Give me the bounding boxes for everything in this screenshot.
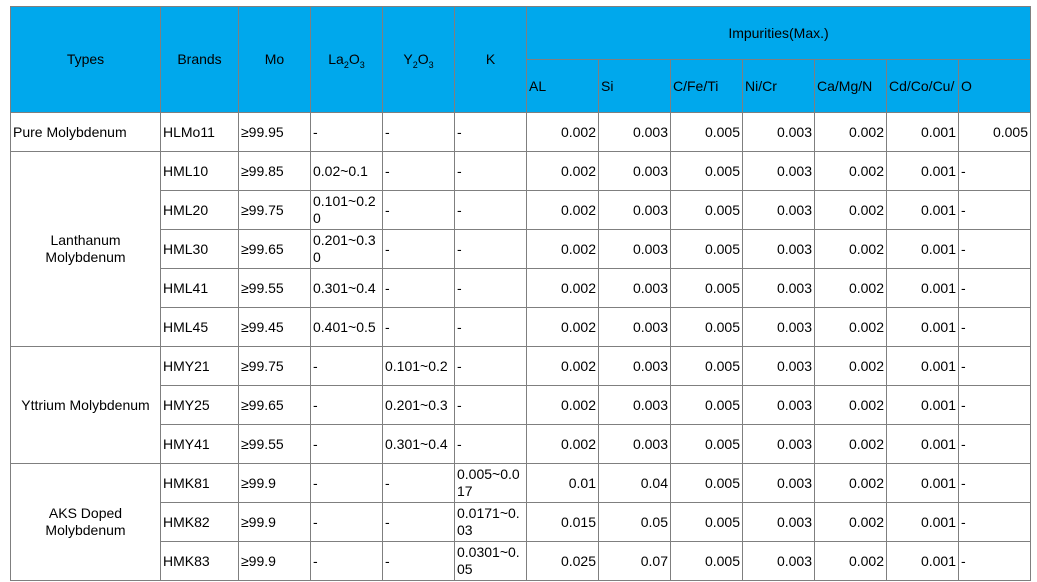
impurity-cell: 0.003 (599, 113, 671, 152)
la2o3-cell: - (311, 347, 383, 386)
brand-cell: HML10 (161, 152, 239, 191)
impurity-cell: 0.005 (671, 347, 743, 386)
k-cell: - (455, 425, 527, 464)
impurity-cell: 0.002 (527, 230, 599, 269)
y2o3-cell: 0.301~0.4 (383, 425, 455, 464)
k-cell: - (455, 152, 527, 191)
impurity-cell: - (959, 347, 1031, 386)
k-cell: 0.0171~0.03 (455, 503, 527, 542)
table-row (11, 542, 1031, 581)
mo-cell: ≥99.75 (239, 347, 311, 386)
impurity-cell: 0.003 (743, 191, 815, 230)
impurity-cell: - (959, 503, 1031, 542)
impurity-cell: 0.002 (815, 308, 887, 347)
table-row (11, 464, 1031, 503)
brand-cell: HML45 (161, 308, 239, 347)
impurity-cell: 0.002 (815, 425, 887, 464)
table-row (11, 230, 1031, 269)
impurity-cell: 0.005 (671, 464, 743, 503)
impurity-cell: 0.003 (743, 269, 815, 308)
brand-cell: HMK83 (161, 542, 239, 581)
impurity-cell: 0.001 (887, 152, 959, 191)
table-row (11, 308, 1031, 347)
type-cell: Lanthanum Molybdenum (11, 152, 161, 347)
impurity-cell: 0.002 (815, 113, 887, 152)
impurity-cell: 0.003 (743, 347, 815, 386)
la2o3-cell: - (311, 503, 383, 542)
impurity-cell: 0.003 (743, 503, 815, 542)
impurity-cell: 0.005 (671, 386, 743, 425)
y2o3-cell: - (383, 191, 455, 230)
impurity-cell: 0.001 (887, 113, 959, 152)
header-impurity-col: C/Fe/Ti (671, 60, 743, 113)
impurity-cell: 0.002 (815, 191, 887, 230)
impurity-cell: 0.005 (671, 269, 743, 308)
impurity-cell: 0.003 (743, 542, 815, 581)
impurity-cell: 0.005 (671, 152, 743, 191)
y2o3-cell: 0.101~0.2 (383, 347, 455, 386)
k-cell: - (455, 269, 527, 308)
impurity-cell: 0.003 (599, 152, 671, 191)
impurity-cell: 0.002 (527, 269, 599, 308)
la2o3-cell: - (311, 542, 383, 581)
impurity-cell: - (959, 386, 1031, 425)
impurity-cell: 0.05 (599, 503, 671, 542)
y2o3-cell: - (383, 152, 455, 191)
mo-cell: ≥99.85 (239, 152, 311, 191)
impurity-cell: 0.003 (743, 152, 815, 191)
impurity-cell: 0.07 (599, 542, 671, 581)
impurity-cell: 0.025 (527, 542, 599, 581)
la2o3-cell: 0.02~0.1 (311, 152, 383, 191)
impurity-cell: 0.001 (887, 464, 959, 503)
impurity-cell: 0.005 (671, 113, 743, 152)
brand-cell: HMY41 (161, 425, 239, 464)
impurity-cell: 0.003 (599, 425, 671, 464)
impurity-cell: 0.015 (527, 503, 599, 542)
mo-cell: ≥99.55 (239, 425, 311, 464)
brand-cell: HLMo11 (161, 113, 239, 152)
k-cell: 0.005~0.017 (455, 464, 527, 503)
mo-cell: ≥99.9 (239, 542, 311, 581)
impurity-cell: 0.003 (743, 464, 815, 503)
la2o3-cell: 0.301~0.4 (311, 269, 383, 308)
impurity-cell: 0.001 (887, 386, 959, 425)
impurity-cell: - (959, 152, 1031, 191)
type-cell: Yttrium Molybdenum (11, 347, 161, 464)
impurity-cell: 0.005 (671, 542, 743, 581)
impurity-cell: 0.002 (815, 542, 887, 581)
table-row (11, 191, 1031, 230)
header-impurity-col: Si (599, 60, 671, 113)
impurity-cell: 0.003 (599, 308, 671, 347)
impurity-cell: 0.01 (527, 464, 599, 503)
type-cell: Pure Molybdenum (11, 113, 161, 152)
impurity-cell: - (959, 269, 1031, 308)
impurity-cell: 0.001 (887, 308, 959, 347)
impurity-cell: 0.002 (815, 230, 887, 269)
impurity-cell: 0.001 (887, 542, 959, 581)
impurity-cell: 0.003 (599, 230, 671, 269)
la2o3-cell: - (311, 425, 383, 464)
impurity-cell: - (959, 230, 1031, 269)
y2o3-cell: - (383, 230, 455, 269)
k-cell: - (455, 230, 527, 269)
impurity-cell: 0.002 (527, 113, 599, 152)
impurity-cell: 0.002 (815, 152, 887, 191)
impurity-cell: 0.002 (815, 386, 887, 425)
impurity-cell: - (959, 542, 1031, 581)
mo-cell: ≥99.75 (239, 191, 311, 230)
impurity-cell: 0.003 (743, 308, 815, 347)
header-impurity-col: Ca/Mg/N (815, 60, 887, 113)
k-cell: - (455, 191, 527, 230)
y2o3-cell: - (383, 542, 455, 581)
impurity-cell: 0.001 (887, 425, 959, 464)
impurity-cell: 0.003 (599, 191, 671, 230)
header-types: Types (11, 7, 161, 113)
mo-cell: ≥99.45 (239, 308, 311, 347)
mo-cell: ≥99.65 (239, 230, 311, 269)
impurity-cell: 0.002 (815, 464, 887, 503)
k-cell: - (455, 386, 527, 425)
y2o3-cell: - (383, 464, 455, 503)
impurity-cell: 0.002 (815, 503, 887, 542)
impurity-cell: 0.002 (527, 308, 599, 347)
header-impurity-col: Ni/Cr (743, 60, 815, 113)
header-y2o3: $Y_2O_3$ (383, 7, 455, 113)
mo-cell: ≥99.9 (239, 503, 311, 542)
k-cell: - (455, 347, 527, 386)
impurity-cell: - (959, 308, 1031, 347)
mo-cell: ≥99.9 (239, 464, 311, 503)
table-row (11, 386, 1031, 425)
brand-cell: HMY25 (161, 386, 239, 425)
header-brands: Brands (161, 7, 239, 113)
header-impurity-col: AL (527, 60, 599, 113)
impurity-cell: - (959, 425, 1031, 464)
impurity-cell: 0.002 (527, 152, 599, 191)
impurity-cell: 0.003 (743, 113, 815, 152)
brand-cell: HMK82 (161, 503, 239, 542)
y2o3-cell: - (383, 503, 455, 542)
impurity-cell: 0.002 (527, 386, 599, 425)
impurity-cell: 0.005 (959, 113, 1031, 152)
impurity-cell: 0.04 (599, 464, 671, 503)
k-cell: - (455, 308, 527, 347)
table-row (11, 269, 1031, 308)
impurity-cell: 0.005 (671, 191, 743, 230)
header-la2o3: $La_2O_3$ (311, 7, 383, 113)
table-row (11, 425, 1031, 464)
impurity-cell: 0.002 (527, 347, 599, 386)
y2o3-cell: - (383, 113, 455, 152)
impurity-cell: 0.001 (887, 230, 959, 269)
impurity-cell: 0.001 (887, 503, 959, 542)
la2o3-cell: - (311, 386, 383, 425)
impurity-cell: 0.002 (815, 347, 887, 386)
impurity-cell: 0.005 (671, 503, 743, 542)
header-impurities: Impurities(Max.) (527, 7, 1031, 60)
impurity-cell: 0.005 (671, 230, 743, 269)
brand-cell: HMY21 (161, 347, 239, 386)
la2o3-cell: - (311, 113, 383, 152)
la2o3-cell: - (311, 464, 383, 503)
impurity-cell: 0.002 (815, 269, 887, 308)
impurity-cell: 0.001 (887, 347, 959, 386)
k-cell: - (455, 113, 527, 152)
y2o3-cell: - (383, 269, 455, 308)
mo-cell: ≥99.95 (239, 113, 311, 152)
table-row (11, 503, 1031, 542)
header-impurity-col: Cd/Co/Cu/ (887, 60, 959, 113)
molybdenum-spec-table (10, 6, 1031, 581)
la2o3-cell: 0.101~0.20 (311, 191, 383, 230)
brand-cell: HML30 (161, 230, 239, 269)
impurity-cell: - (959, 464, 1031, 503)
impurity-cell: 0.003 (743, 230, 815, 269)
la2o3-cell: 0.201~0.30 (311, 230, 383, 269)
header-impurity-col: O (959, 60, 1031, 113)
impurity-cell: 0.003 (743, 425, 815, 464)
brand-cell: HML41 (161, 269, 239, 308)
impurity-cell: 0.001 (887, 191, 959, 230)
y2o3-cell: 0.201~0.3 (383, 386, 455, 425)
impurity-cell: 0.003 (599, 386, 671, 425)
table-row (11, 347, 1031, 386)
impurity-cell: 0.003 (599, 347, 671, 386)
impurity-cell: 0.003 (743, 386, 815, 425)
impurity-cell: 0.003 (599, 269, 671, 308)
type-cell: AKS Doped Molybdenum (11, 464, 161, 581)
header-k: K (455, 7, 527, 113)
la2o3-cell: 0.401~0.5 (311, 308, 383, 347)
table-row (11, 113, 1031, 152)
mo-cell: ≥99.65 (239, 386, 311, 425)
mo-cell: ≥99.55 (239, 269, 311, 308)
impurity-cell: - (959, 191, 1031, 230)
k-cell: 0.0301~0.05 (455, 542, 527, 581)
table-row (11, 152, 1031, 191)
brand-cell: HML20 (161, 191, 239, 230)
y2o3-cell: - (383, 308, 455, 347)
impurity-cell: 0.002 (527, 425, 599, 464)
impurity-cell: 0.001 (887, 269, 959, 308)
impurity-cell: 0.005 (671, 425, 743, 464)
impurity-cell: 0.002 (527, 191, 599, 230)
header-mo: Mo (239, 7, 311, 113)
impurity-cell: 0.005 (671, 308, 743, 347)
brand-cell: HMK81 (161, 464, 239, 503)
